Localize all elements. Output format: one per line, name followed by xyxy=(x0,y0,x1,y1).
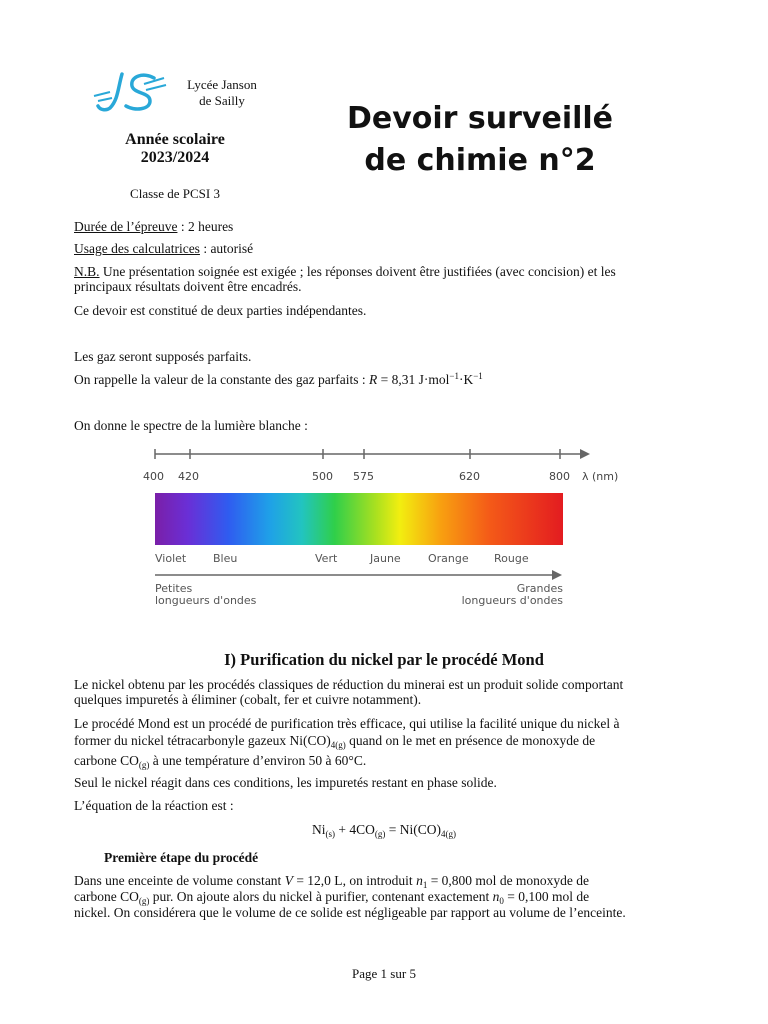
gases-note: Les gaz seront supposés parfaits. xyxy=(74,349,252,364)
constant-formula: R = 8,31 $J\cdot mol^{-1}\cdot K^{-1}$ xyxy=(369,371,483,387)
tick-label-500: 500 xyxy=(312,470,333,483)
logo-graphic xyxy=(88,70,168,114)
constant-note xyxy=(74,372,483,387)
reaction-equation: $Ni_{(s)} + 4CO_{(g)} = Ni(CO)_{4(g)}$ xyxy=(312,822,456,839)
calculator-value: : autorisé xyxy=(199,241,254,256)
paragraph-5-line1c: de monoxyde de xyxy=(496,873,590,888)
color-label-orange: Orange xyxy=(428,552,469,565)
calculator-line xyxy=(74,241,253,256)
paragraph-1-line2: quelques impuretés à éliminer (cobalt, fer et cuivre notamment). xyxy=(74,692,422,707)
duration-label: Durée de l’épreuve xyxy=(74,219,178,234)
axis-unit-label: λ (nm) xyxy=(582,470,619,483)
spectrum-color-bar xyxy=(155,493,563,545)
page-title-line2: de chimie n°2 xyxy=(364,143,596,178)
nb-text-line2: principaux résultats doivent être encadrés. xyxy=(74,279,302,294)
duration-line xyxy=(74,219,233,234)
paragraph-5-line3: nickel. On considérera que le volume de ce solide est négligeable par rapport au volume de l’enceinte. xyxy=(74,905,626,920)
tick-label-575: 575 xyxy=(353,470,374,483)
nb-label: N.B. xyxy=(74,264,100,279)
paragraph-3: Seul le nickel réagit dans ces conditions, les impuretés restant en phase solide. xyxy=(74,775,497,790)
wavelength-axis-arrow-icon xyxy=(580,449,590,459)
tick-label-620: 620 xyxy=(459,470,480,483)
page-title-line1: Devoir surveillé xyxy=(346,101,614,136)
school-logo xyxy=(88,70,168,114)
caption-long-line2: longueurs d'ondes xyxy=(461,594,563,607)
color-label-violet: Violet xyxy=(155,552,187,565)
nb-text-line1: Une présentation soignée est exigée ; les réponses doivent être justifiées (avec concision) et les xyxy=(99,264,616,279)
tick-label-800: 800 xyxy=(549,470,570,483)
school-name-line1: Lycée Janson xyxy=(187,77,257,92)
paragraph-2-line3b: à une température d’environ 50 à 60°C. xyxy=(149,753,367,768)
caption-short-wavelengths xyxy=(155,583,256,607)
paragraph-2-line3a: carbone xyxy=(74,753,121,768)
spectrum-figure xyxy=(140,440,630,612)
page-title xyxy=(330,98,630,182)
calculator-label: Usage des calculatrices xyxy=(74,241,200,256)
parts-note: Ce devoir est constitué de deux parties indépendantes. xyxy=(74,303,367,318)
formula-nickel-tetracarbonyl: $Ni(CO)_{4(g)}$ xyxy=(289,733,346,750)
duration-value: : 2 heures xyxy=(177,219,234,234)
spectrum-intro: On donne le spectre de la lumière blanche : xyxy=(74,418,308,433)
volume-value: V = 12,0 L xyxy=(284,873,343,888)
tick-label-420: 420 xyxy=(178,470,199,483)
paragraph-2 xyxy=(74,716,714,769)
paragraph-1-line1: Le nickel obtenu par les procédés classiques de réduction du minerai est un produit solide comportant xyxy=(74,677,624,692)
caption-long-wavelengths xyxy=(440,583,563,607)
paragraph-5-line2c: de xyxy=(572,889,590,904)
formula-carbon-monoxide: $CO_{(g)}$ xyxy=(120,753,150,770)
n0-value: $n_0 = 0,100$ mol xyxy=(492,889,573,906)
color-label-rouge: Rouge xyxy=(494,552,529,565)
school-name xyxy=(172,77,272,109)
nb-note xyxy=(74,264,704,294)
paragraph-5-line2b: pur. On ajoute alors du nickel à purifier, contenant exactement xyxy=(149,889,493,904)
sub-heading: Première étape du procédé xyxy=(104,850,259,865)
tick-label-400: 400 xyxy=(143,470,164,483)
caption-short-line1: Petites xyxy=(155,582,193,595)
paragraph-1 xyxy=(74,677,704,707)
color-label-vert: Vert xyxy=(315,552,338,565)
paragraph-2-line2b: quand on le met en présence de monoxyde de xyxy=(345,733,596,748)
constant-intro: On rappelle la valeur de la constante des gaz parfaits : xyxy=(74,372,369,387)
school-year xyxy=(100,131,250,167)
caption-short-line2: longueurs d'ondes xyxy=(155,594,257,607)
color-label-bleu: Bleu xyxy=(213,552,238,565)
caption-long-line1: Grandes xyxy=(516,582,563,595)
paragraph-5-line2a: carbone xyxy=(74,889,121,904)
paragraph-5-line1b: , on introduit xyxy=(342,873,417,888)
color-label-jaune: Jaune xyxy=(370,552,401,565)
page-number: Page 1 sur 5 xyxy=(352,966,416,981)
paragraph-5-line1a: Dans une enceinte de volume constant xyxy=(74,873,285,888)
paragraph-4: L’équation de la réaction est : xyxy=(74,798,234,813)
school-name-line2: de Sailly xyxy=(199,93,245,108)
school-year-label: Année scolaire xyxy=(125,131,225,148)
section-heading: I) Purification du nickel par le procédé Mond xyxy=(224,650,544,669)
class-name: Classe de PCSI 3 xyxy=(130,186,220,201)
length-axis-arrow-icon xyxy=(552,570,562,580)
n1-value: $n_1 = 0,800$ mol xyxy=(416,873,497,890)
paragraph-5 xyxy=(74,873,714,921)
school-year-value: 2023/2024 xyxy=(140,149,210,166)
paragraph-2-line1: Le procédé Mond est un procédé de purification très efficace, qui utilise la facilité unique du nickel à xyxy=(74,716,620,731)
paragraph-2-line2a: former du nickel tétracarbonyle gazeux xyxy=(74,733,290,748)
formula-carbon-monoxide-2: $CO_{(g)}$ xyxy=(120,889,150,906)
